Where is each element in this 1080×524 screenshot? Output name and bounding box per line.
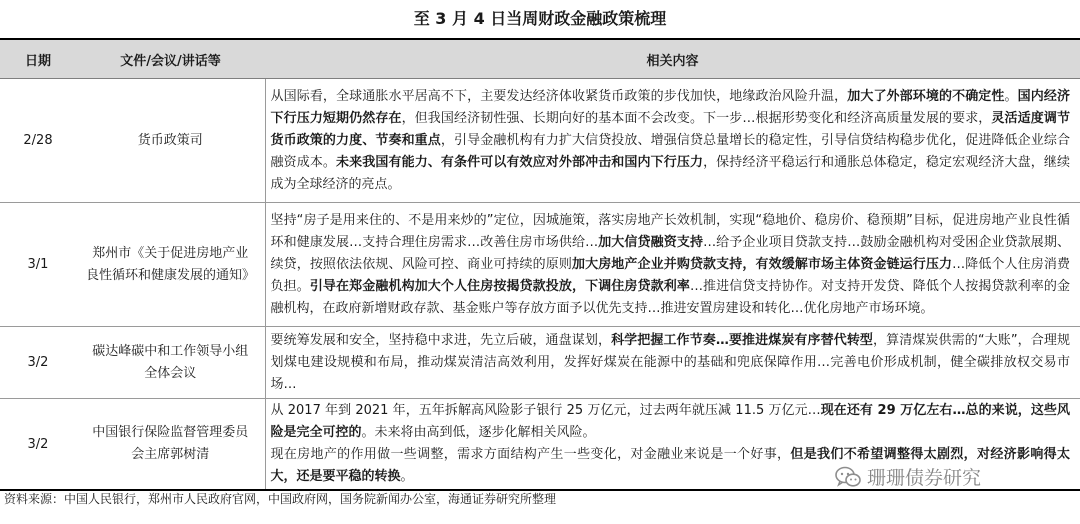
header-date: 日期 bbox=[0, 40, 76, 79]
source-note: 资料来源：中国人民银行，郑州市人民政府官网，中国政府网，国务院新闻办公室，海通证券研究所整理 bbox=[4, 492, 557, 506]
content-emphasis: 科学把握工作节奏…要推进煤炭有序替代转型 bbox=[611, 332, 874, 348]
content-text: 。 bbox=[400, 469, 414, 484]
content-text: ，保持经济平稳运行和通胀总体稳定，稳定宏观经济大盘，继续成为全球经济的亮点。 bbox=[270, 154, 1070, 192]
document-cell: 货币政策司 bbox=[76, 79, 265, 203]
content-cell bbox=[265, 203, 1080, 327]
table-row bbox=[0, 79, 1080, 203]
content-emphasis: 现在还有 29 万亿左右…总的来说，这些风险是完全可控的 bbox=[270, 403, 1070, 440]
header-document: 文件/会议/讲话等 bbox=[76, 40, 265, 79]
content-text: ，但我国经济韧性强、长期向好的基本面不会改变。下一步…根据形势变化和经济高质量发展的要求， bbox=[401, 110, 992, 126]
content-emphasis: 未来我国有能力、有条件可以有效应对外部冲击和国内下行压力 bbox=[336, 154, 704, 170]
date-cell: 2/28 bbox=[0, 79, 76, 203]
content-emphasis: 灵活适度调节货币政策的力度、节奏和重点 bbox=[270, 110, 1070, 148]
date-cell: 3/2 bbox=[0, 327, 76, 399]
table-title: 至 3 月 4 日当周财政金融政策梳理 bbox=[413, 9, 667, 28]
document-cell: 郑州市《关于促进房地产业良性循环和健康发展的通知》 bbox=[76, 203, 265, 327]
date-cell: 3/1 bbox=[0, 203, 76, 327]
document-cell: 中国银行保险监督管理委员会主席郭树清 bbox=[76, 399, 265, 491]
content-emphasis: 引导在郑金融机构加大个人住房按揭贷款投放，下调住房贷款利率 bbox=[309, 278, 690, 294]
content-text: …推进信贷支持协作。对支持开发贷、降低个人按揭贷款利率的金融机构，在政府新增财政存款、基金账户等存放方面予以优先支持…推进安置房建设和转化…优化房地产市场环境。 bbox=[270, 278, 1070, 316]
content-text: 。未来将由高到低，逐步化解相关风险。 bbox=[361, 425, 596, 440]
content-text: 从国际看，全球通胀水平居高不下，主要发达经济体收紧货币政策的步伐加快，地缘政治风险升温， bbox=[270, 88, 848, 104]
content-emphasis: 加大信贷融资支持 bbox=[598, 234, 704, 250]
content-text: 要统筹发展和安全，坚持稳中求进，先立后破，通盘谋划， bbox=[270, 332, 612, 348]
content-text: 坚持“房子是用来住的、不是用来炒的”定位，因城施策，落实房地产长效机制，实现“稳地价、稳房价、稳预期”目标，促进房地产业良性循环和健康发展…支持合理住房需求…改善住房市场供给… bbox=[270, 212, 1070, 250]
document-cell: 碳达峰碳中和工作领导小组全体会议 bbox=[76, 327, 265, 399]
header-content: 相关内容 bbox=[265, 40, 1080, 79]
table-row bbox=[0, 327, 1080, 399]
content-cell bbox=[265, 327, 1080, 399]
content-text: 现在房地产的作用做一些调整，需求方面结构产生一些变化，对金融业来说是一个好事， bbox=[270, 447, 791, 462]
wechat-icon bbox=[835, 466, 861, 488]
content-emphasis: 国内经济下行压力短期仍然存在 bbox=[270, 88, 1070, 126]
watermark-text: 珊珊债券研究 bbox=[867, 467, 982, 489]
content-text: ，算清煤炭供需的“大账”，合理规划煤电建设规模和布局，推动煤炭清洁高效利用，发挥好煤炭在能源中的基础和兜底保障作用…完善电价形成机制，健全碳排放权交易市场… bbox=[270, 332, 1070, 392]
watermark bbox=[835, 463, 981, 490]
date-cell: 3/2 bbox=[0, 399, 76, 491]
content-emphasis: 加大房地产企业并购贷款支持，有效缓解市场主体资金链运行压力 bbox=[571, 256, 953, 272]
content-text: 从 2017 年到 2021 年，五年拆解高风险影子银行 25 万亿元，过去两年就压减 11.5 万亿元… bbox=[270, 403, 821, 418]
content-cell bbox=[265, 79, 1080, 203]
content-text: 。 bbox=[1004, 88, 1018, 104]
table-row bbox=[0, 203, 1080, 327]
content-text: …降低个人住房消费负担。 bbox=[270, 256, 1070, 294]
content-text: …给予企业项目贷款支持…鼓励金融机构对受困企业贷款展期、续贷，按照依法依规、风险可控、商业可持续的原则 bbox=[270, 234, 1070, 272]
content-emphasis: 加大了外部环境的不确定性 bbox=[847, 88, 1005, 104]
policy-table bbox=[0, 40, 1080, 491]
content-text: ，引导金融机构有力扩大信贷投放、增强信贷总量增长的稳定性，引导信贷结构稳步优化，促进降低企业综合融资成本。 bbox=[270, 132, 1070, 170]
header-row bbox=[0, 40, 1080, 79]
content-emphasis: 但是我们不希望调整得太剧烈，对经济影响得太大，还是要平稳的转换 bbox=[270, 447, 1070, 484]
